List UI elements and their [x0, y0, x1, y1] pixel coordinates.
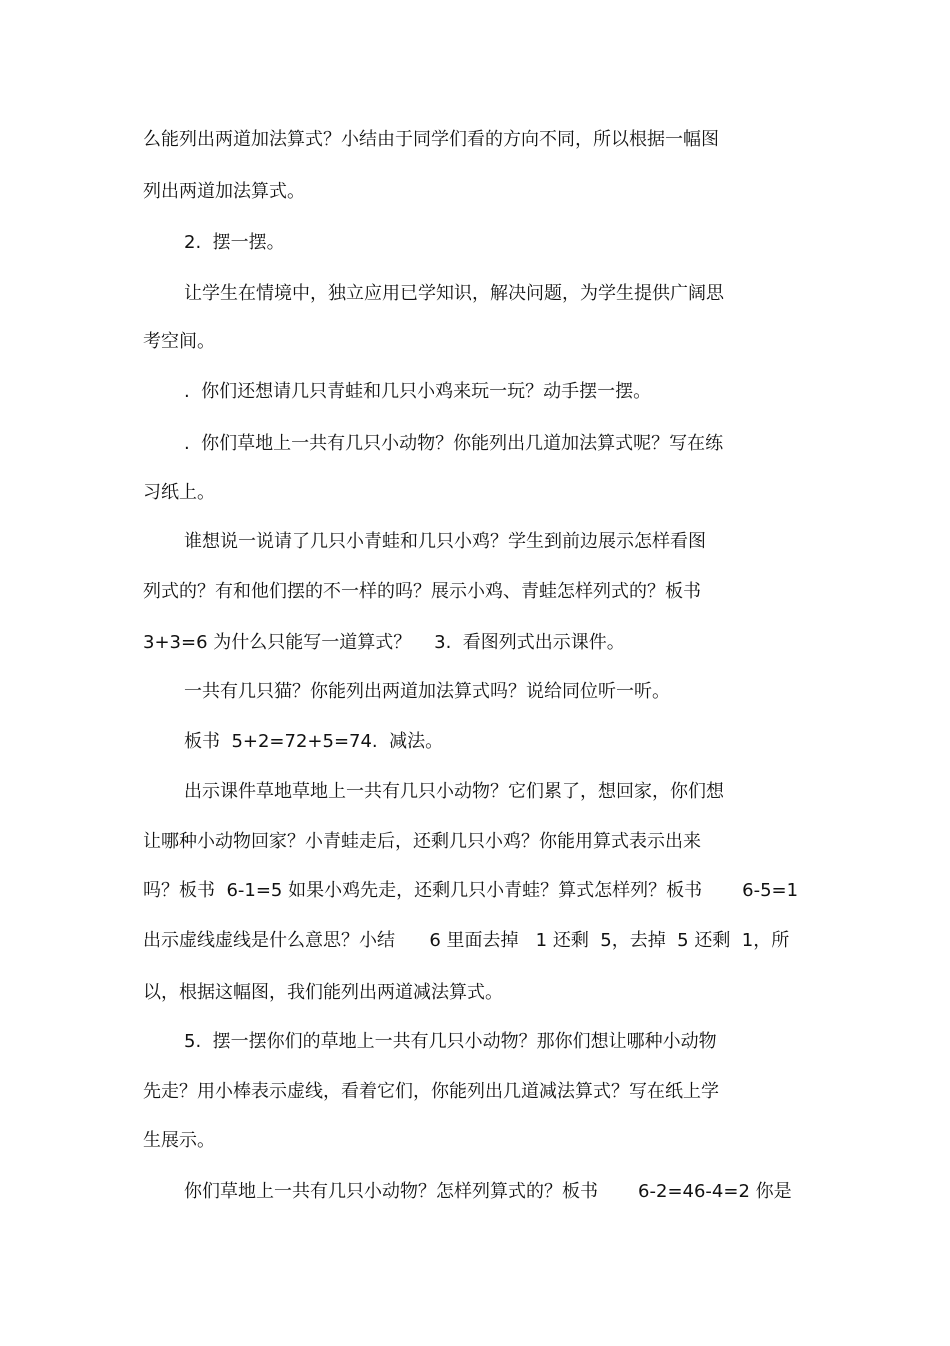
text-line-7: . 你们草地上一共有几只小动物？你能列出几道加法算式呢？写在练 [184, 433, 724, 454]
text-line-2: 列出两道加法算式。 [143, 181, 305, 202]
text-line-15: 让哪种小动物回家？小青蛙走后，还剩几只小鸡？你能用算式表示出来 [143, 831, 701, 852]
text-line-8: 习纸上。 [143, 482, 215, 503]
text-line-14: 出示课件草地草地上一共有几只小动物？它们累了，想回家，你们想 [184, 781, 724, 802]
text-line-10: 列式的？有和他们摆的不一样的吗？展示小鸡、青蛙怎样列式的？板书 [143, 581, 701, 602]
text-line-5: 考空间。 [143, 331, 215, 352]
text-line-11: 3+3=6 为什么只能写一道算式？ 3. 看图列式出示课件。 [143, 632, 625, 653]
text-line-17: 出示虚线虚线是什么意思？小结 6 里面去掉 1 还剩 5，去掉 5 还剩 1，所 [143, 930, 790, 951]
text-line-3: 2. 摆一摆。 [184, 232, 285, 253]
text-line-18: 以，根据这幅图，我们能列出两道减法算式。 [143, 982, 503, 1003]
text-line-21: 生展示。 [143, 1130, 215, 1151]
text-line-16: 吗？板书 6-1=5 如果小鸡先走，还剩几只小青蛙？算式怎样列？板书 6-5=1 [143, 880, 799, 901]
text-line-9: 谁想说一说请了几只小青蛙和几只小鸡？学生到前边展示怎样看图 [184, 531, 706, 552]
text-line-22: 你们草地上一共有几只小动物？怎样列算式的？板书 6-2=46-4=2 你是 [184, 1181, 792, 1202]
text-line-1: 么能列出两道加法算式？小结由于同学们看的方向不同，所以根据一幅图 [143, 129, 719, 150]
text-line-6: . 你们还想请几只青蛙和几只小鸡来玩一玩？动手摆一摆。 [184, 381, 652, 402]
text-line-20: 先走？用小棒表示虚线，看着它们，你能列出几道减法算式？写在纸上学 [143, 1081, 719, 1102]
text-line-12: 一共有几只猫？你能列出两道加法算式吗？说给同位听一听。 [184, 681, 670, 702]
text-line-13: 板书 5+2=72+5=74. 减法。 [184, 731, 444, 752]
text-line-4: 让学生在情境中，独立应用已学知识，解决问题，为学生提供广阔思 [184, 283, 724, 304]
text-line-19: 5. 摆一摆你们的草地上一共有几只小动物？那你们想让哪种小动物 [184, 1031, 717, 1052]
